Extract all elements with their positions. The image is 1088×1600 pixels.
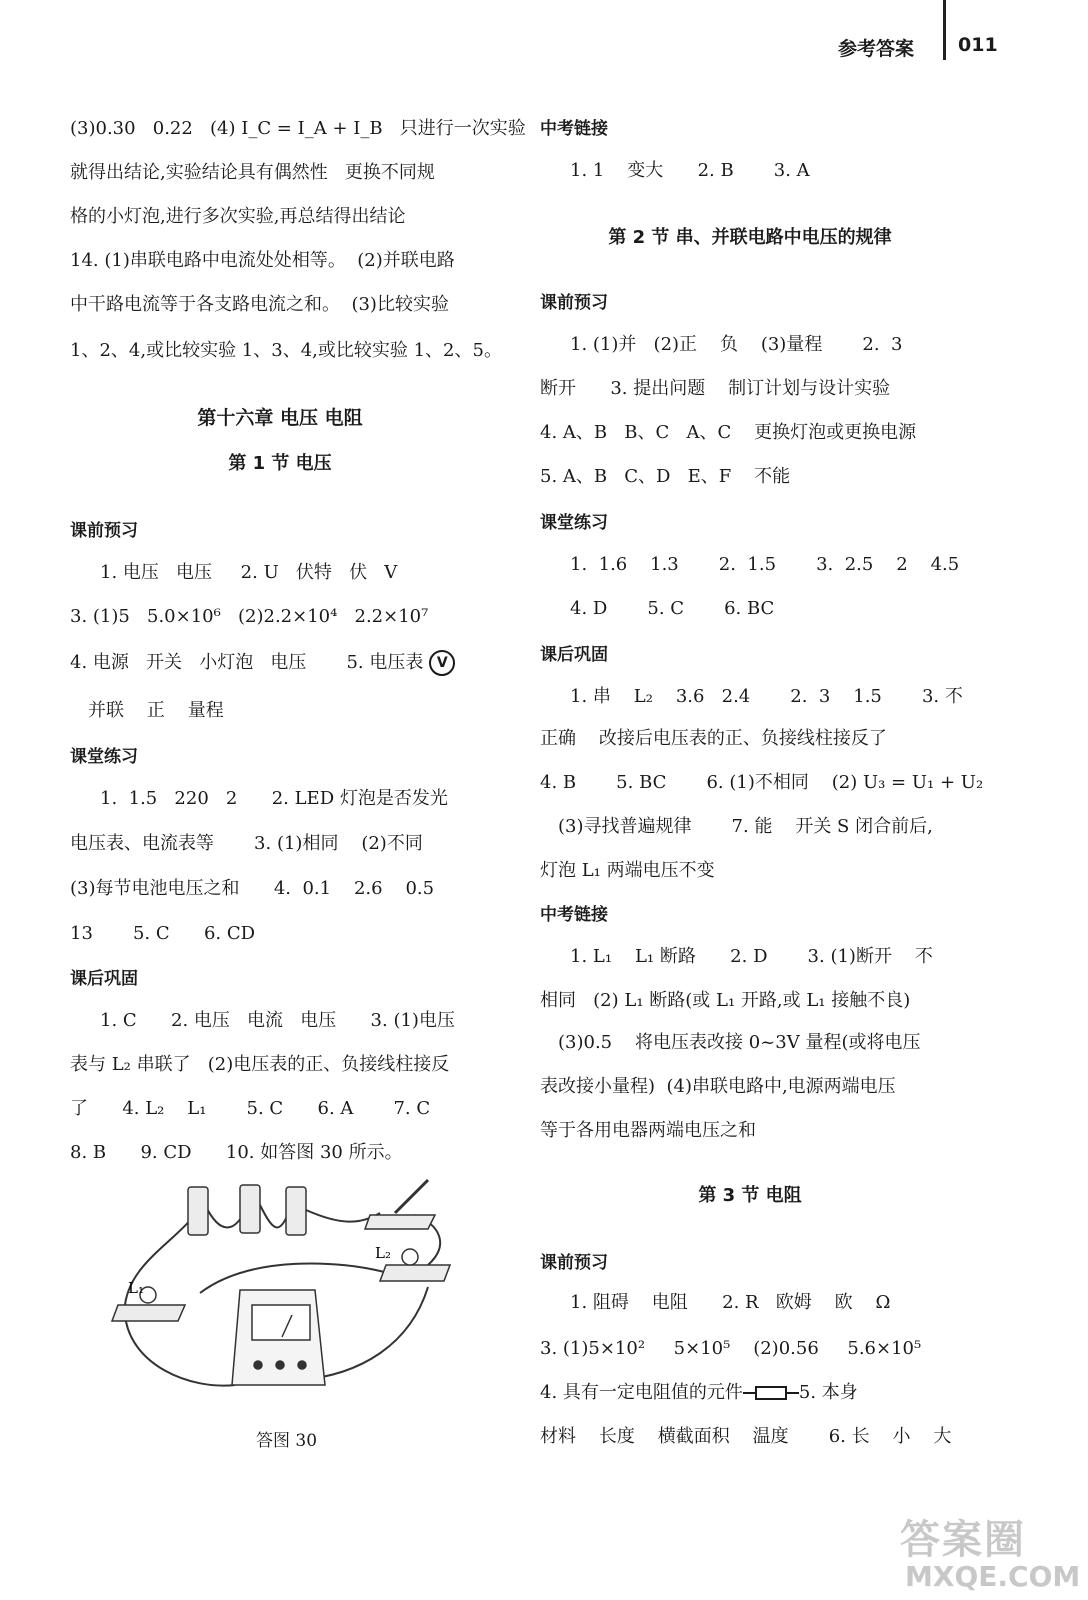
text-line: 1. (1)并 (2)正 负 (3)量程 2. 3: [570, 334, 903, 355]
text-line: 4. D 5. C 6. BC: [570, 598, 775, 619]
bulb-l2: [402, 1249, 418, 1265]
text-line: (3)寻找普遍规律 7. 能 开关 S 闭合前后,: [558, 816, 933, 837]
text-line: 了 4. L₂ L₁ 5. C 6. A 7. C: [70, 1098, 431, 1119]
text-line: (3)0.30 0.22 (4) I_C = I_A + I_B 只进行一次实验: [70, 118, 526, 139]
text-line: 3. (1)5 5.0×10⁶ (2)2.2×10⁴ 2.2×10⁷: [70, 606, 429, 627]
header-title: 参考答案: [838, 38, 915, 60]
text-line: 13 5. C 6. CD: [70, 923, 256, 944]
text-line: 1. 1.5 220 2 2. LED 灯泡是否发光: [100, 788, 448, 809]
text-line: (3)0.5 将电压表改接 0~3V 量程(或将电压: [558, 1032, 921, 1053]
text-line: 1. 1 变大 2. B 3. A: [570, 160, 810, 181]
subsection-heading: 课前预习: [70, 521, 138, 541]
chapter-title: 第十六章 电压 电阻: [197, 407, 363, 429]
page-number: 011: [958, 34, 998, 56]
text-line: [70, 650, 455, 676]
resistor-symbol-icon: [755, 1386, 787, 1400]
text-line: [540, 1380, 858, 1406]
wire: [125, 1315, 235, 1386]
text-span: 4. 具有一定电阻值的元件: [540, 1382, 743, 1403]
text-line: 相同 (2) L₁ 断路(或 L₁ 开路,或 L₁ 接触不良): [540, 990, 911, 1011]
text-line: 8. B 9. CD 10. 如答图 30 所示。: [70, 1142, 403, 1163]
text-line: 1、2、4,或比较实验 1、3、4,或比较实验 1、2、5。: [70, 340, 502, 361]
text-line: 4. A、B B、C A、C 更换灯泡或更换电源: [540, 422, 917, 443]
subsection-heading: 课堂练习: [70, 747, 138, 767]
subsection-heading: 课后巩固: [540, 645, 608, 665]
text-line: 就得出结论,实验结论具有偶然性 更换不同规: [70, 162, 435, 183]
watermark-logo: 答案圈: [900, 1517, 1026, 1563]
text-line: 断开 3. 提出问题 制订计划与设计实验: [540, 378, 891, 399]
battery-cell: [240, 1185, 260, 1233]
text-line: 等于各用电器两端电压之和: [540, 1120, 756, 1141]
text-line: 1. 电压 电压 2. U 伏特 伏 V: [100, 562, 398, 583]
lamp-base-l1: [112, 1305, 185, 1321]
text-line: 1. L₁ L₁ 断路 2. D 3. (1)断开 不: [570, 946, 933, 967]
subsection-heading: 中考链接: [540, 119, 608, 139]
text-line: 表与 L₂ 串联了 (2)电压表的正、负接线柱接反: [70, 1054, 450, 1075]
text-line: 并联 正 量程: [88, 700, 224, 721]
text-line: 5. A、B C、D E、F 不能: [540, 466, 791, 487]
section-title: 第 1 节 电压: [228, 453, 332, 474]
text-line: 材料 长度 横截面积 温度 6. 长 小 大: [540, 1426, 952, 1447]
circuit-figure: [110, 1165, 460, 1410]
subsection-heading: 中考链接: [540, 905, 608, 925]
voltmeter-symbol-icon: V: [429, 650, 455, 676]
text-line: 表改接小量程) (4)串联电路中,电源两端电压: [540, 1076, 896, 1097]
text-line: 格的小灯泡,进行多次实验,再总结得出结论: [70, 206, 406, 227]
text-line: 中干路电流等于各支路电流之和。 (3)比较实验: [70, 294, 449, 315]
section-title: 第 2 节 串、并联电路中电压的规律: [608, 227, 892, 248]
figure-caption: 答图 30: [256, 1431, 318, 1451]
wire: [200, 1263, 388, 1293]
section-title: 第 3 节 电阻: [698, 1185, 802, 1206]
text-line: 电压表、电流表等 3. (1)相同 (2)不同: [70, 833, 423, 854]
text-line: 1. 1.6 1.3 2. 1.5 3. 2.5 2 4.5: [570, 554, 960, 575]
lamp-base-l2: [380, 1265, 450, 1281]
text-line: 1. 阻碍 电阻 2. R 欧姆 欧 Ω: [570, 1292, 891, 1313]
subsection-heading: 课前预习: [540, 293, 608, 313]
switch-base: [365, 1215, 435, 1229]
subsection-heading: 课前预习: [540, 1253, 608, 1273]
text-line: 1. 串 L₂ 3.6 2.4 2. 3 1.5 3. 不: [570, 686, 963, 707]
text-line: 1. C 2. 电压 电流 电压 3. (1)电压: [100, 1010, 455, 1031]
text-line: 4. B 5. BC 6. (1)不相同 (2) U₃ = U₁ + U₂: [540, 772, 984, 793]
text-span: 5. 本身: [798, 1382, 858, 1403]
battery-cell: [286, 1187, 306, 1235]
text-span: 4. 电源 开关 小灯泡 电压 5. 电压表: [70, 652, 424, 673]
text-line: 14. (1)串联电路中电流处处相等。 (2)并联电路: [70, 250, 455, 271]
subsection-heading: 课堂练习: [540, 513, 608, 533]
subsection-heading: 课后巩固: [70, 969, 138, 989]
label-l2: L₂: [375, 1244, 391, 1262]
text-line: 正确 改接后电压表的正、负接线柱接反了: [540, 728, 887, 749]
circuit-illustration: [110, 1165, 460, 1410]
text-line: 灯泡 L₁ 两端电压不变: [540, 860, 715, 881]
battery-cell: [188, 1187, 208, 1235]
watermark-url: MXQE.COM: [905, 1560, 1081, 1593]
text-line: (3)每节电池电压之和 4. 0.1 2.6 0.5: [70, 878, 435, 899]
label-l1: L₁: [128, 1279, 144, 1297]
header-divider: [943, 0, 946, 60]
text-line: 3. (1)5×10² 5×10⁵ (2)0.56 5.6×10⁵: [540, 1338, 922, 1359]
voltmeter-dial: [252, 1305, 310, 1340]
switch-lever: [395, 1180, 428, 1213]
